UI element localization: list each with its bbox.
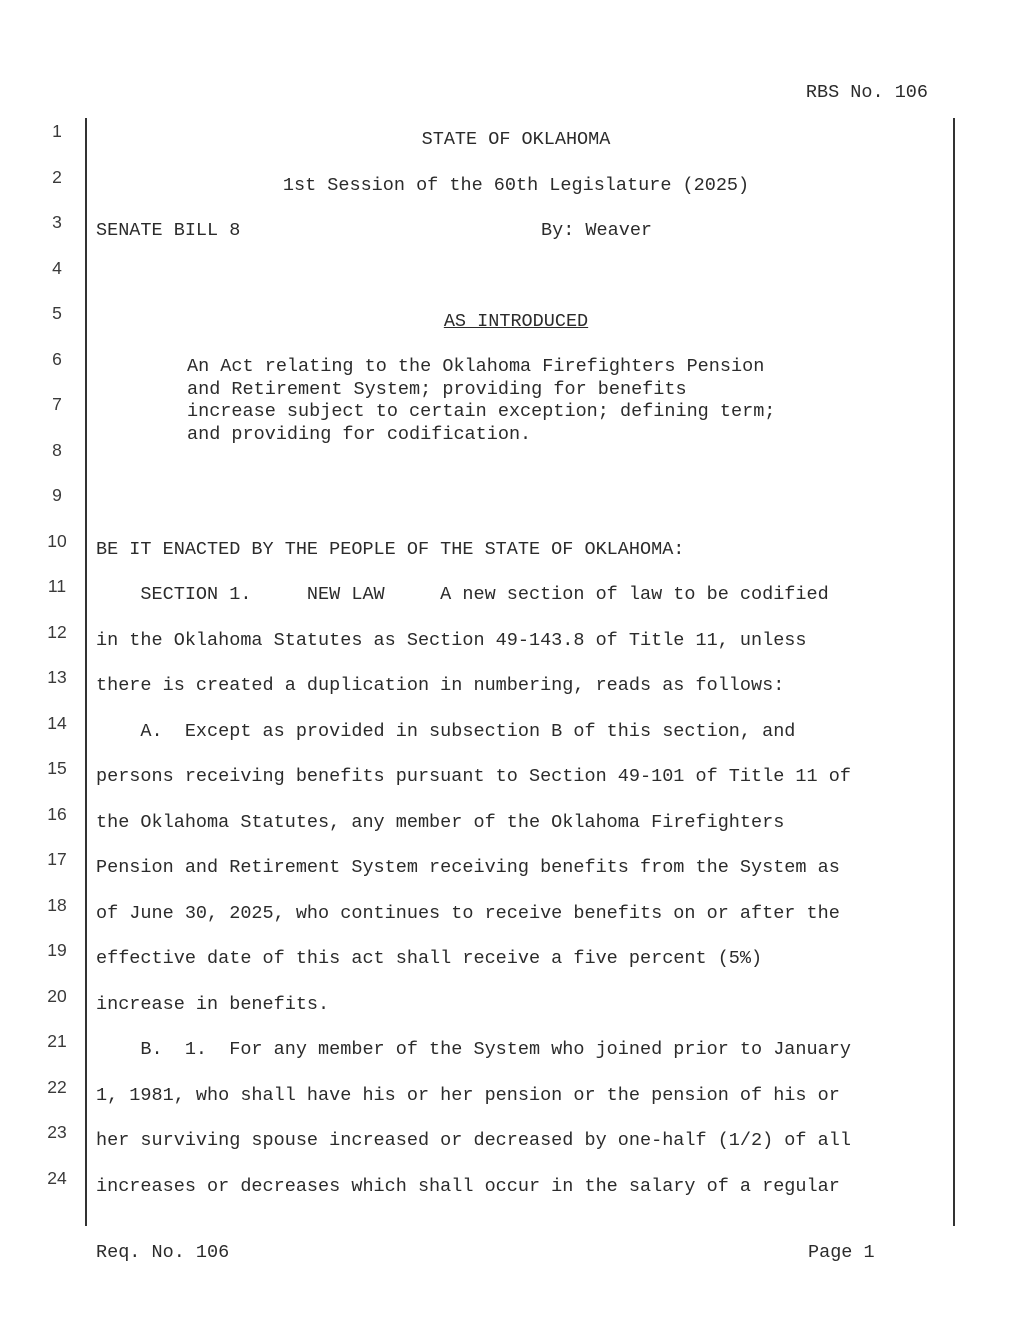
line-number: 8: [52, 440, 62, 460]
state-heading: STATE OF OKLAHOMA: [421, 129, 611, 150]
bill-author: By: Weaver: [541, 220, 653, 241]
line-number: 11: [47, 576, 67, 596]
session-heading: 1st Session of the 60th Legislature (2025): [282, 175, 750, 196]
body-line: increases or decreases which shall occur in the salary of a regular: [96, 1176, 840, 1197]
line-number: 16: [47, 804, 67, 824]
line-number: 1: [52, 121, 62, 141]
body-line: SECTION 1. NEW LAW A new section of law to be codified: [96, 584, 829, 605]
summary-line: and providing for codification.: [187, 424, 532, 446]
line-number: 7: [52, 394, 62, 414]
line-number: 19: [47, 940, 67, 960]
body-line: the Oklahoma Statutes, any member of the Oklahoma Firefighters: [96, 812, 785, 833]
line-number: 9: [52, 485, 62, 505]
body-line: there is created a duplication in numbering, reads as follows:: [96, 675, 785, 696]
body-line: Pension and Retirement System receiving benefits from the System as: [96, 857, 840, 878]
line-number: 24: [47, 1168, 67, 1188]
line-number: 13: [47, 667, 67, 687]
summary-line: increase subject to certain exception; defining term;: [187, 401, 776, 423]
body-line: increase in benefits.: [96, 994, 330, 1015]
body-line: persons receiving benefits pursuant to Section 49-101 of Title 11 of: [96, 766, 851, 787]
line-number: 6: [52, 349, 62, 369]
line-number: 23: [47, 1122, 67, 1142]
line-number: 18: [47, 895, 67, 915]
line-number: 20: [47, 986, 67, 1006]
footer-page-number: Page 1: [808, 1242, 875, 1263]
right-margin-rule: [953, 118, 955, 1226]
line-number: 17: [47, 849, 67, 869]
bill-number: SENATE BILL 8: [96, 220, 241, 241]
enacting-clause: BE IT ENACTED BY THE PEOPLE OF THE STATE OF OKLAHOMA:: [96, 539, 685, 560]
header-reference: RBS No. 106: [805, 82, 928, 103]
summary-line: An Act relating to the Oklahoma Firefighters Pension: [187, 356, 765, 377]
body-line: 1, 1981, who shall have his or her pension or the pension of his or: [96, 1085, 840, 1106]
bill-status: AS INTRODUCED: [443, 311, 589, 332]
body-line: B. 1. For any member of the System who joined prior to January: [96, 1039, 851, 1060]
line-number: 4: [52, 258, 62, 278]
body-line: of June 30, 2025, who continues to receive benefits on or after the: [96, 903, 840, 924]
body-line: A. Except as provided in subsection B of this section, and: [96, 721, 796, 742]
summary-line: and Retirement System; providing for benefits: [187, 378, 687, 400]
line-number: 21: [47, 1031, 67, 1051]
footer-request-number: Req. No. 106: [96, 1242, 230, 1263]
line-number: 12: [47, 622, 67, 642]
line-number: 2: [52, 167, 62, 187]
act-summary: [187, 356, 887, 447]
left-margin-rule: [85, 118, 87, 1226]
line-number: 22: [47, 1077, 67, 1097]
body-line: her surviving spouse increased or decreased by one-half (1/2) of all: [96, 1130, 851, 1151]
line-number: 5: [52, 303, 62, 323]
line-number: 3: [52, 212, 62, 232]
line-number: 15: [47, 758, 67, 778]
line-number: 14: [47, 713, 67, 733]
body-line: effective date of this act shall receive a five percent (5%): [96, 948, 763, 969]
body-line: in the Oklahoma Statutes as Section 49-143.8 of Title 11, unless: [96, 630, 807, 651]
line-number: 10: [47, 531, 67, 551]
